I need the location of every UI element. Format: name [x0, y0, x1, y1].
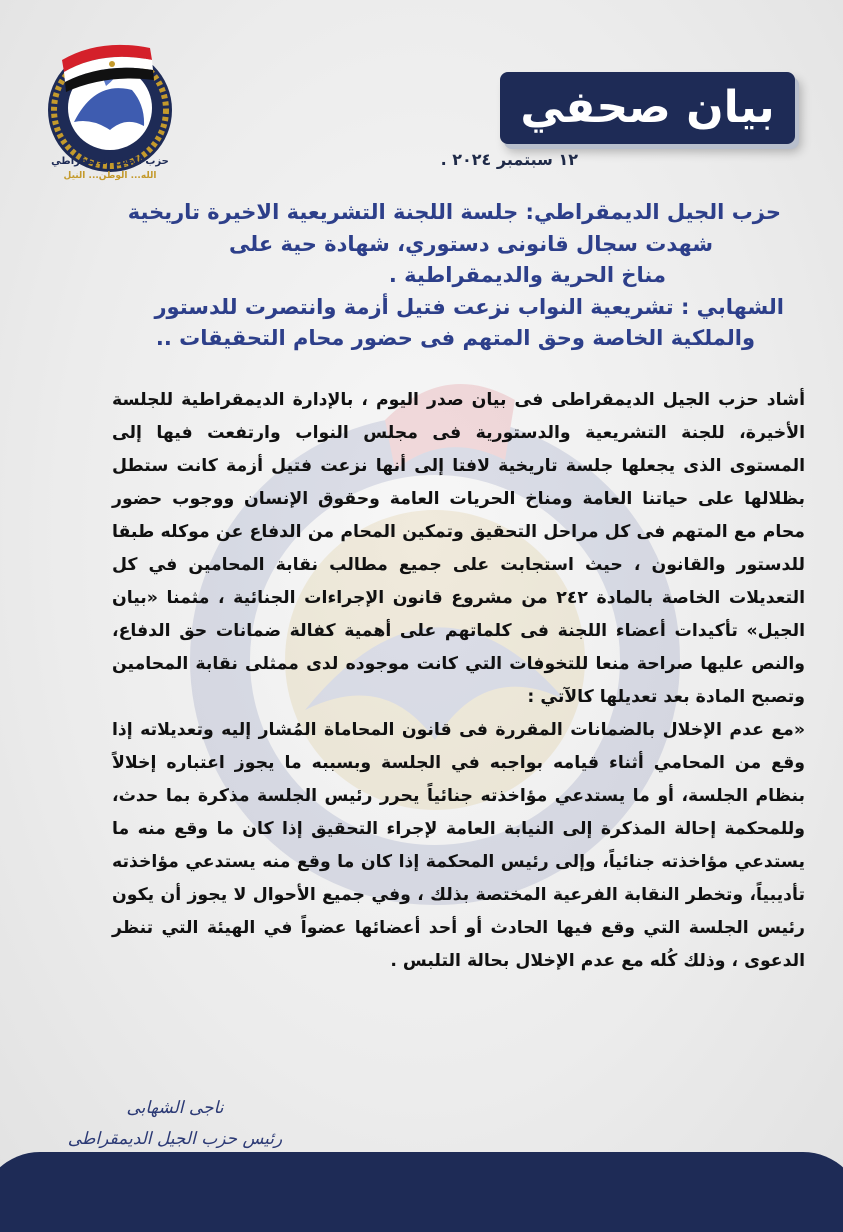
- press-release-banner: بيان صحفي: [500, 72, 795, 144]
- signatory-title: رئيس حزب الجيل الديمقراطى: [67, 1129, 283, 1149]
- headline: [61, 197, 784, 355]
- headline-line: والملكية الخاصة وحق المتهم فى حضور محام التحقيقات ..: [155, 326, 755, 350]
- headline-line: مناخ الحرية والديمقراطية .: [388, 263, 666, 287]
- headline-line: شهدت سجال قانونى دستوري، شهادة حية على: [229, 231, 713, 256]
- footer-bar: [0, 1152, 843, 1232]
- headline-line: حزب الجيل الديمقراطي: جلسة اللجنة التشريعية الاخيرة تاريخية: [127, 200, 781, 224]
- headline-line: الشهابي : تشريعية النواب نزعت فتيل أزمة وانتصرت للدستور: [154, 294, 784, 319]
- logo-party-name: حزب الجيل الديمقراطي: [51, 156, 169, 167]
- signatory-name: ناجى الشهابى: [126, 1098, 224, 1118]
- release-date: ١٢ سبتمبر ٢٠٢٤ .: [440, 150, 578, 169]
- logo-slogan: الله... الوطن... النيل: [63, 171, 157, 181]
- statement-body: [112, 384, 805, 978]
- quoted-article-text: «مع عدم الإخلال بالضمانات المقررة فى قانون المحاماة المُشار إليه وتعديلاته إذا وقع من المحامي أثناء قيامه بواجبه في الجلسة وبسببه ما يجوز اعتباره إخلالاً بنظام الجلسة، أو ما يستدعي مؤاخذته جنائياً يحرر رئيس الجلسة مذكرة بما حدث، وللمحكمة إحالة المذكرة إلى النيابة العامة لإجراء التحقيق إذا كان ما وقع منه ما يستدعي مؤاخذته جنائياً، وإلى رئيس المحكمة إذا كان ما وقع منه يستدعي مؤاخذته تأديبياً، وتخطر النقابة الفرعية المختصة بذلك ، وفي جميع الأحوال لا يجوز أن يكون رئيس الجلسة التي وقع فيها الحادث أو أحد أعضائها عضواً في الهيئة التي تنظر الدعوى ، وذلك كُله مع عدم الإخلال بحالة التلبس .: [112, 720, 805, 971]
- body-paragraph: أشاد حزب الجيل الديمقراطى فى بيان صدر اليوم ، بالإدارة الديمقراطية للجلسة الأخيرة، للجنة التشريعية والدستورية فى مجلس النواب وارتفعت فيها إلى المستوى الذى يجعلها جلسة تاريخية لافتا إلى أنها نزعت فتيل أزمة كانت ستطل بظلالها على حياتنا العامة ومناخ الحريات العامة وحقوق الإنسان ووجوب حضور محام مع المتهم فى كل مراحل التحقيق وتمكين المحام من الدفاع عن موكله طبقا للدستور والقانون ، حيث استجابت على جميع مطالب نقابة المحامين في كل التعديلات الخاصة بالمادة ٢٤٢ من مشروع قانون الإجراءات الجنائية ، مثمنا «بيان الجيل» تأكيدات أعضاء اللجنة فى كلماتهم على أهمية كفالة ضمانات حق الدفاع، والنص عليها صراحة منعا للتخوفات التي كانت موجوده لدى ممثلى نقابة المحامين وتصبح المادة بعد تعديلها كالآتي :: [112, 390, 806, 707]
